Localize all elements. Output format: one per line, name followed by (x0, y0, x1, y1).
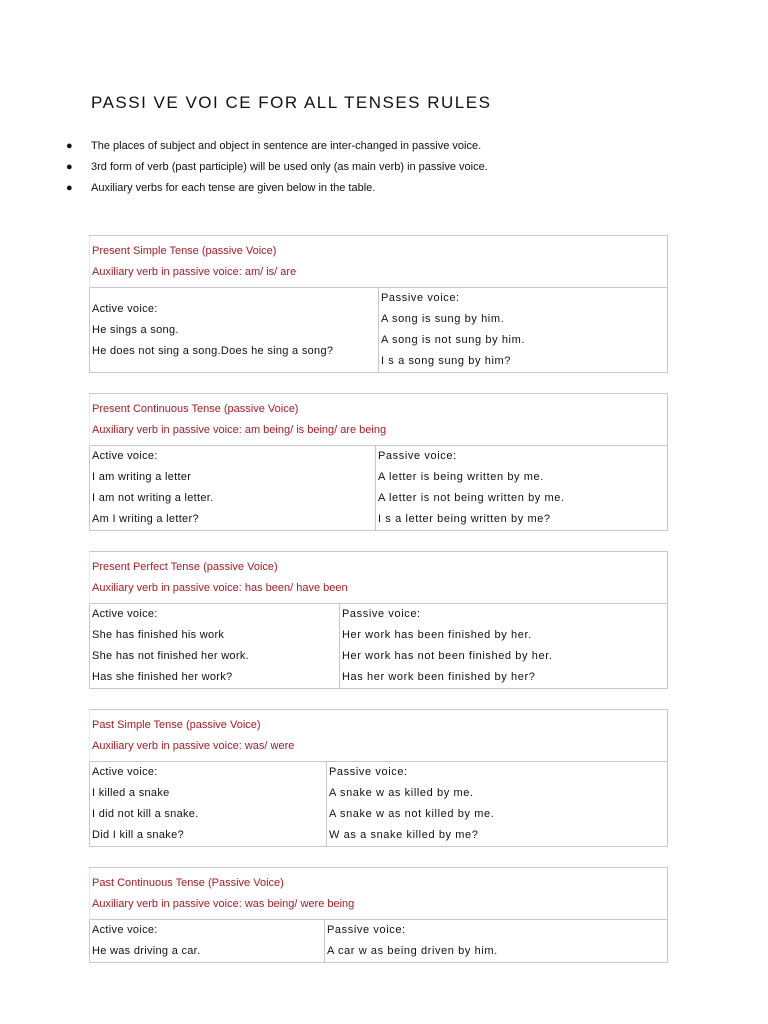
active-label: Active voice: (92, 766, 158, 778)
passive-voice-column (340, 604, 667, 688)
passive-example: A snake w as not killed by me. (329, 808, 495, 820)
passive-example: Her work has been finished by her. (342, 629, 532, 641)
passive-example: A snake w as killed by me. (329, 787, 474, 799)
rule-text: Auxiliary verbs for each tense are given below in the table. (91, 182, 376, 194)
active-label: Active voice: (92, 450, 158, 462)
tense-heading: Present Continuous Tense (passive Voice) (92, 403, 299, 415)
tense-heading: Present Simple Tense (passive Voice) (92, 245, 277, 257)
passive-voice-column (327, 762, 667, 846)
auxiliary-verb-note: Auxiliary verb in passive voice: was/ were (92, 740, 295, 752)
tense-table-present-continuous (89, 393, 668, 531)
passive-label: Passive voice: (378, 450, 457, 462)
rules-list (66, 137, 488, 200)
tense-examples (89, 762, 667, 847)
active-voice-column (89, 288, 379, 372)
rule-text: 3rd form of verb (past participle) will be used only (as main verb) in passive voice. (91, 161, 488, 173)
active-example: He sings a song. (92, 324, 179, 336)
auxiliary-verb-note: Auxiliary verb in passive voice: am/ is/ are (92, 266, 297, 278)
passive-label: Passive voice: (329, 766, 408, 778)
bullet-icon: ● (66, 182, 73, 194)
passive-voice-column (325, 920, 667, 962)
active-label: Active voice: (92, 924, 158, 936)
active-example: She has not finished her work. (92, 650, 249, 662)
passive-voice-column (376, 446, 667, 530)
tense-table-present-simple (89, 235, 668, 373)
tense-header (89, 236, 667, 288)
bullet-icon: ● (66, 140, 73, 152)
tense-heading: Past Continuous Tense (Passive Voice) (92, 877, 284, 889)
rule-text: The places of subject and object in sentence are inter-changed in passive voice. (91, 140, 482, 152)
rule-item (66, 137, 488, 158)
passive-voice-column (379, 288, 667, 372)
tense-heading: Past Simple Tense (passive Voice) (92, 719, 261, 731)
tense-examples (89, 920, 667, 963)
active-example: Am I writing a letter? (92, 513, 199, 525)
active-example: I did not kill a snake. (92, 808, 199, 820)
tense-header (89, 710, 667, 762)
auxiliary-verb-note: Auxiliary verb in passive voice: am being/ is being/ are being (92, 424, 387, 436)
bullet-icon: ● (66, 161, 73, 173)
active-voice-column (89, 446, 376, 530)
tense-table-past-simple (89, 709, 668, 847)
active-example: He was driving a car. (92, 945, 201, 957)
rule-item (66, 158, 488, 179)
active-example: Has she finished her work? (92, 671, 233, 683)
passive-example: A song is sung by him. (381, 313, 505, 325)
tense-heading: Present Perfect Tense (passive Voice) (92, 561, 278, 573)
passive-example: A letter is being written by me. (378, 471, 544, 483)
tense-table-present-perfect (89, 551, 668, 689)
auxiliary-verb-note: Auxiliary verb in passive voice: was being/ were being (92, 898, 355, 910)
active-example: I am not writing a letter. (92, 492, 214, 504)
passive-label: Passive voice: (327, 924, 406, 936)
passive-example: A song is not sung by him. (381, 334, 526, 346)
active-example: She has finished his work (92, 629, 225, 641)
passive-label: Passive voice: (381, 292, 460, 304)
passive-example: A letter is not being written by me. (378, 492, 565, 504)
active-voice-column (89, 762, 327, 846)
tense-examples (89, 604, 667, 689)
active-voice-column (89, 920, 325, 962)
active-example: He does not sing a song.Does he sing a song? (92, 345, 334, 357)
tense-header (89, 552, 667, 604)
tense-table-past-continuous (89, 867, 668, 963)
active-label: Active voice: (92, 608, 158, 620)
auxiliary-verb-note: Auxiliary verb in passive voice: has been/ have been (92, 582, 348, 594)
tense-header (89, 868, 667, 920)
passive-example: Has her work been finished by her? (342, 671, 536, 683)
passive-label: Passive voice: (342, 608, 421, 620)
active-example: I am writing a letter (92, 471, 192, 483)
passive-example: W as a snake killed by me? (329, 829, 479, 841)
rule-item (66, 179, 488, 200)
active-example: I killed a snake (92, 787, 170, 799)
passive-example: I s a letter being written by me? (378, 513, 551, 525)
passive-example: Her work has not been finished by her. (342, 650, 553, 662)
active-voice-column (89, 604, 340, 688)
tense-examples (89, 288, 667, 373)
passive-example: A car w as being driven by him. (327, 945, 498, 957)
page-title: PASSI VE VOI CE FOR ALL TENSES RULES (91, 93, 492, 112)
tense-examples (89, 446, 667, 531)
active-label: Active voice: (92, 303, 158, 315)
active-example: Did I kill a snake? (92, 829, 184, 841)
tense-header (89, 394, 667, 446)
passive-example: I s a song sung by him? (381, 355, 511, 367)
